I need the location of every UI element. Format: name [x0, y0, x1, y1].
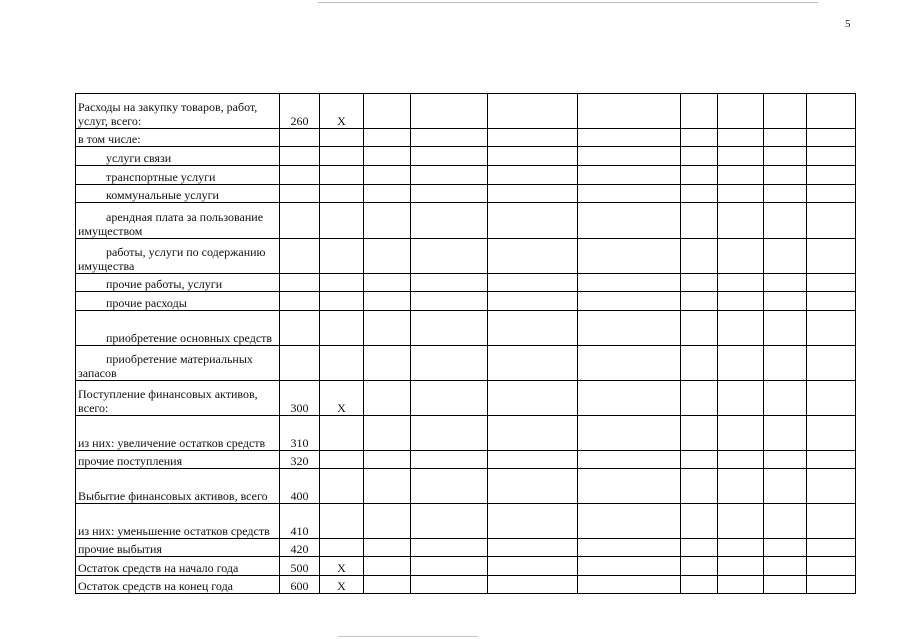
row-name-cell: приобретение основных средств [76, 311, 280, 346]
row-mark-cell [320, 539, 364, 557]
empty-value-cell [364, 239, 411, 274]
empty-value-cell [807, 94, 856, 129]
empty-value-cell [488, 129, 578, 147]
row-name-cell: в том числе: [76, 129, 280, 147]
empty-value-cell [411, 346, 488, 381]
empty-value-cell [578, 451, 681, 469]
row-mark-cell [320, 416, 364, 451]
empty-value-cell [764, 416, 807, 451]
empty-value-cell [364, 469, 411, 504]
table-row [76, 166, 856, 185]
empty-value-cell [681, 239, 718, 274]
empty-value-cell [807, 239, 856, 274]
empty-value-cell [411, 381, 488, 416]
row-code-cell: 260 [280, 94, 320, 129]
empty-value-cell [578, 469, 681, 504]
empty-value-cell [764, 469, 807, 504]
page-number: 5 [845, 18, 851, 30]
empty-value-cell [681, 129, 718, 147]
table-row [76, 292, 856, 311]
empty-value-cell [411, 557, 488, 576]
empty-value-cell [764, 185, 807, 203]
table-row [76, 539, 856, 557]
empty-value-cell [718, 504, 764, 539]
scan-artifact-bottom [338, 636, 478, 637]
row-code-cell [280, 203, 320, 239]
row-code-cell: 400 [280, 469, 320, 504]
row-mark-cell [320, 504, 364, 539]
table-row [76, 147, 856, 166]
table-row [76, 451, 856, 469]
row-mark-cell: X [320, 381, 364, 416]
empty-value-cell [764, 129, 807, 147]
row-name-cell: услуги связи [76, 147, 280, 166]
empty-value-cell [681, 576, 718, 594]
empty-value-cell [807, 147, 856, 166]
empty-value-cell [764, 94, 807, 129]
empty-value-cell [364, 274, 411, 292]
row-name-cell: арендная плата за пользование имуществом [76, 203, 280, 239]
empty-value-cell [578, 557, 681, 576]
row-code-cell [280, 311, 320, 346]
empty-value-cell [718, 239, 764, 274]
empty-value-cell [807, 539, 856, 557]
empty-value-cell [718, 185, 764, 203]
empty-value-cell [488, 94, 578, 129]
empty-value-cell [681, 451, 718, 469]
empty-value-cell [488, 416, 578, 451]
empty-value-cell [764, 346, 807, 381]
empty-value-cell [764, 239, 807, 274]
row-name-cell: прочие выбытия [76, 539, 280, 557]
empty-value-cell [578, 147, 681, 166]
empty-value-cell [718, 557, 764, 576]
table-row [76, 239, 856, 274]
empty-value-cell [488, 539, 578, 557]
empty-value-cell [764, 147, 807, 166]
empty-value-cell [364, 292, 411, 311]
empty-value-cell [578, 576, 681, 594]
empty-value-cell [488, 147, 578, 166]
empty-value-cell [364, 166, 411, 185]
empty-value-cell [364, 185, 411, 203]
empty-value-cell [488, 381, 578, 416]
row-name-cell: Расходы на закупку товаров, работ, услуг, всего: [76, 94, 280, 129]
financial-report-table [75, 93, 856, 594]
empty-value-cell [764, 504, 807, 539]
empty-value-cell [807, 203, 856, 239]
table-row [76, 557, 856, 576]
row-code-cell [280, 239, 320, 274]
row-name-cell: из них: уменьшение остатков средств [76, 504, 280, 539]
empty-value-cell [411, 94, 488, 129]
empty-value-cell [578, 239, 681, 274]
empty-value-cell [411, 292, 488, 311]
row-mark-cell [320, 469, 364, 504]
empty-value-cell [364, 94, 411, 129]
empty-value-cell [718, 147, 764, 166]
row-name-cell: прочие расходы [76, 292, 280, 311]
row-mark-cell [320, 147, 364, 166]
empty-value-cell [718, 576, 764, 594]
table-row [76, 203, 856, 239]
empty-value-cell [578, 504, 681, 539]
empty-value-cell [764, 381, 807, 416]
empty-value-cell [364, 381, 411, 416]
empty-value-cell [681, 504, 718, 539]
empty-value-cell [718, 451, 764, 469]
row-mark-cell: X [320, 557, 364, 576]
table-row [76, 94, 856, 129]
empty-value-cell [764, 557, 807, 576]
empty-value-cell [681, 203, 718, 239]
empty-value-cell [718, 166, 764, 185]
empty-value-cell [578, 203, 681, 239]
empty-value-cell [718, 346, 764, 381]
row-name-cell: Поступление финансовых активов, всего: [76, 381, 280, 416]
empty-value-cell [578, 166, 681, 185]
table-row [76, 469, 856, 504]
empty-value-cell [681, 346, 718, 381]
empty-value-cell [681, 94, 718, 129]
empty-value-cell [364, 451, 411, 469]
empty-value-cell [488, 557, 578, 576]
empty-value-cell [364, 539, 411, 557]
empty-value-cell [411, 129, 488, 147]
empty-value-cell [411, 166, 488, 185]
empty-value-cell [718, 94, 764, 129]
table-row [76, 346, 856, 381]
table-row [76, 311, 856, 346]
empty-value-cell [764, 451, 807, 469]
empty-value-cell [807, 274, 856, 292]
empty-value-cell [578, 381, 681, 416]
empty-value-cell [488, 346, 578, 381]
empty-value-cell [411, 539, 488, 557]
empty-value-cell [764, 539, 807, 557]
row-mark-cell [320, 346, 364, 381]
empty-value-cell [364, 346, 411, 381]
empty-value-cell [488, 311, 578, 346]
row-code-cell [280, 147, 320, 166]
empty-value-cell [807, 311, 856, 346]
row-mark-cell [320, 166, 364, 185]
empty-value-cell [807, 166, 856, 185]
empty-value-cell [807, 576, 856, 594]
empty-value-cell [364, 557, 411, 576]
empty-value-cell [807, 346, 856, 381]
empty-value-cell [364, 416, 411, 451]
table-row [76, 274, 856, 292]
empty-value-cell [718, 274, 764, 292]
empty-value-cell [681, 311, 718, 346]
empty-value-cell [411, 451, 488, 469]
empty-value-cell [807, 381, 856, 416]
row-code-cell [280, 166, 320, 185]
row-mark-cell [320, 451, 364, 469]
row-name-cell: коммунальные услуги [76, 185, 280, 203]
row-code-cell: 300 [280, 381, 320, 416]
empty-value-cell [681, 557, 718, 576]
empty-value-cell [764, 274, 807, 292]
empty-value-cell [681, 469, 718, 504]
row-code-cell [280, 346, 320, 381]
empty-value-cell [488, 274, 578, 292]
empty-value-cell [807, 557, 856, 576]
empty-value-cell [681, 185, 718, 203]
empty-value-cell [807, 504, 856, 539]
empty-value-cell [681, 539, 718, 557]
scan-artifact-top [318, 2, 818, 3]
empty-value-cell [364, 504, 411, 539]
empty-value-cell [718, 539, 764, 557]
empty-value-cell [364, 311, 411, 346]
empty-value-cell [681, 166, 718, 185]
empty-value-cell [411, 469, 488, 504]
empty-value-cell [681, 274, 718, 292]
empty-value-cell [578, 274, 681, 292]
row-code-cell: 500 [280, 557, 320, 576]
row-mark-cell [320, 292, 364, 311]
empty-value-cell [411, 311, 488, 346]
row-mark-cell: X [320, 576, 364, 594]
empty-value-cell [411, 576, 488, 594]
empty-value-cell [764, 576, 807, 594]
empty-value-cell [681, 416, 718, 451]
empty-value-cell [364, 147, 411, 166]
row-mark-cell [320, 203, 364, 239]
empty-value-cell [488, 469, 578, 504]
empty-value-cell [718, 311, 764, 346]
empty-value-cell [411, 416, 488, 451]
row-code-cell: 410 [280, 504, 320, 539]
row-name-cell: прочие поступления [76, 451, 280, 469]
row-mark-cell [320, 185, 364, 203]
row-mark-cell [320, 129, 364, 147]
empty-value-cell [807, 416, 856, 451]
empty-value-cell [681, 147, 718, 166]
empty-value-cell [488, 239, 578, 274]
empty-value-cell [488, 185, 578, 203]
empty-value-cell [488, 203, 578, 239]
table-row [76, 129, 856, 147]
empty-value-cell [807, 292, 856, 311]
empty-value-cell [364, 129, 411, 147]
row-code-cell [280, 274, 320, 292]
empty-value-cell [488, 166, 578, 185]
row-code-cell [280, 129, 320, 147]
row-name-cell: прочие работы, услуги [76, 274, 280, 292]
empty-value-cell [807, 129, 856, 147]
empty-value-cell [807, 469, 856, 504]
empty-value-cell [411, 239, 488, 274]
empty-value-cell [718, 416, 764, 451]
row-mark-cell [320, 311, 364, 346]
row-code-cell [280, 292, 320, 311]
empty-value-cell [764, 311, 807, 346]
table-row [76, 576, 856, 594]
empty-value-cell [764, 292, 807, 311]
row-name-cell: Выбытие финансовых активов, всего [76, 469, 280, 504]
row-code-cell: 320 [280, 451, 320, 469]
row-mark-cell: X [320, 94, 364, 129]
empty-value-cell [718, 203, 764, 239]
empty-value-cell [681, 292, 718, 311]
row-code-cell: 420 [280, 539, 320, 557]
empty-value-cell [578, 311, 681, 346]
row-name-cell: Остаток средств на конец года [76, 576, 280, 594]
row-code-cell: 600 [280, 576, 320, 594]
empty-value-cell [578, 416, 681, 451]
empty-value-cell [364, 203, 411, 239]
empty-value-cell [578, 185, 681, 203]
empty-value-cell [364, 576, 411, 594]
row-name-cell: Остаток средств на начало года [76, 557, 280, 576]
empty-value-cell [578, 94, 681, 129]
empty-value-cell [807, 451, 856, 469]
empty-value-cell [578, 129, 681, 147]
table-row [76, 185, 856, 203]
empty-value-cell [718, 129, 764, 147]
empty-value-cell [411, 147, 488, 166]
empty-value-cell [411, 504, 488, 539]
row-name-cell: приобретение материальных запасов [76, 346, 280, 381]
empty-value-cell [807, 185, 856, 203]
table-row [76, 504, 856, 539]
empty-value-cell [718, 292, 764, 311]
empty-value-cell [411, 185, 488, 203]
empty-value-cell [411, 274, 488, 292]
empty-value-cell [578, 539, 681, 557]
empty-value-cell [488, 292, 578, 311]
row-code-cell [280, 185, 320, 203]
empty-value-cell [578, 346, 681, 381]
empty-value-cell [488, 451, 578, 469]
row-name-cell: из них: увеличение остатков средств [76, 416, 280, 451]
row-name-cell: транспортные услуги [76, 166, 280, 185]
row-name-cell: работы, услуги по содержанию имущества [76, 239, 280, 274]
empty-value-cell [681, 381, 718, 416]
report-table-body [76, 94, 856, 594]
row-mark-cell [320, 274, 364, 292]
row-mark-cell [320, 239, 364, 274]
empty-value-cell [764, 203, 807, 239]
empty-value-cell [488, 576, 578, 594]
table-row [76, 381, 856, 416]
table-row [76, 416, 856, 451]
empty-value-cell [488, 504, 578, 539]
row-code-cell: 310 [280, 416, 320, 451]
empty-value-cell [764, 166, 807, 185]
empty-value-cell [578, 292, 681, 311]
empty-value-cell [718, 381, 764, 416]
empty-value-cell [718, 469, 764, 504]
empty-value-cell [411, 203, 488, 239]
